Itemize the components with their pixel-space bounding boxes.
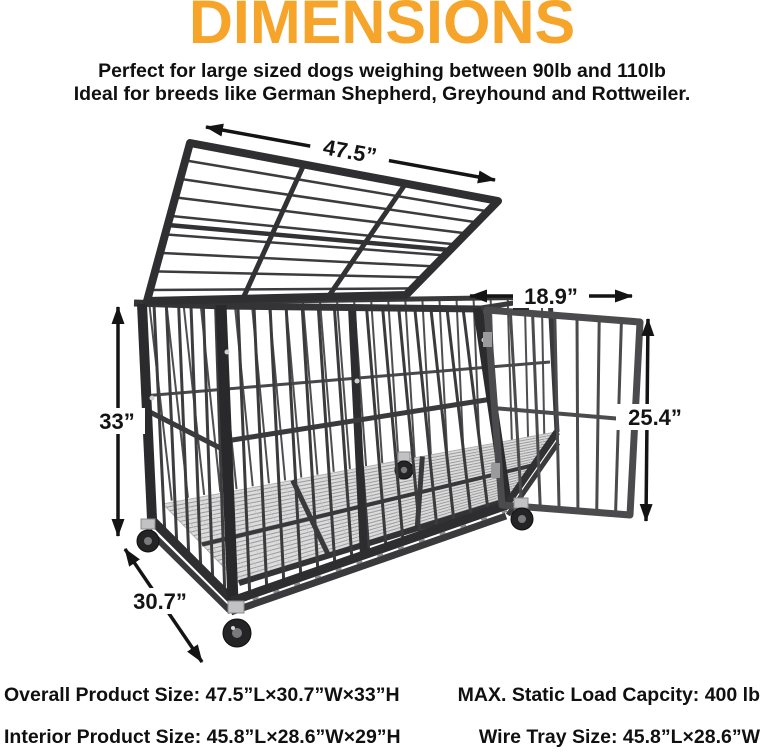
- spec-summary: [4, 684, 760, 748]
- subtitle-line-2: Ideal for breeds like German Shepherd, Greyhound and Rottweiler.: [73, 83, 691, 105]
- spec-overall-size: Overall Product Size: 47.5”L×30.7”W×33”H: [4, 684, 400, 706]
- subtitle-line-1: Perfect for large sized dogs weighing between 90lb and 110lb: [98, 60, 666, 82]
- dim-label-crate-height-group: [89, 408, 145, 434]
- spec-max-load: MAX. Static Load Capcity: 400 lb: [457, 684, 760, 706]
- door-hinge-top: [483, 332, 492, 347]
- spec-row-2: [4, 726, 760, 748]
- crate-open-lid: [147, 143, 498, 301]
- dim-label-door-height-group: [616, 404, 694, 430]
- dim-label-door-width-group: [513, 283, 589, 309]
- dim-label-lid-length: 47.5”: [321, 134, 379, 169]
- spec-interior-size: Interior Product Size: 45.8”L×28.6”W×29”H: [4, 726, 401, 748]
- dim-label-crate-height: 33”: [99, 409, 135, 434]
- page-title: DIMENSIONS: [188, 0, 576, 56]
- door-hinge-bottom: [491, 463, 500, 478]
- caster-wheel-front-right: [511, 498, 533, 530]
- dim-label-crate-depth: 30.7”: [133, 589, 187, 614]
- dim-label-crate-depth-group: [123, 588, 197, 614]
- dim-label-door-height: 25.4”: [628, 405, 682, 430]
- spec-row-1: [4, 684, 760, 706]
- spec-wire-tray-size: Wire Tray Size: 45.8”L×28.6”W: [478, 726, 760, 748]
- dim-label-door-width: 18.9”: [524, 284, 578, 309]
